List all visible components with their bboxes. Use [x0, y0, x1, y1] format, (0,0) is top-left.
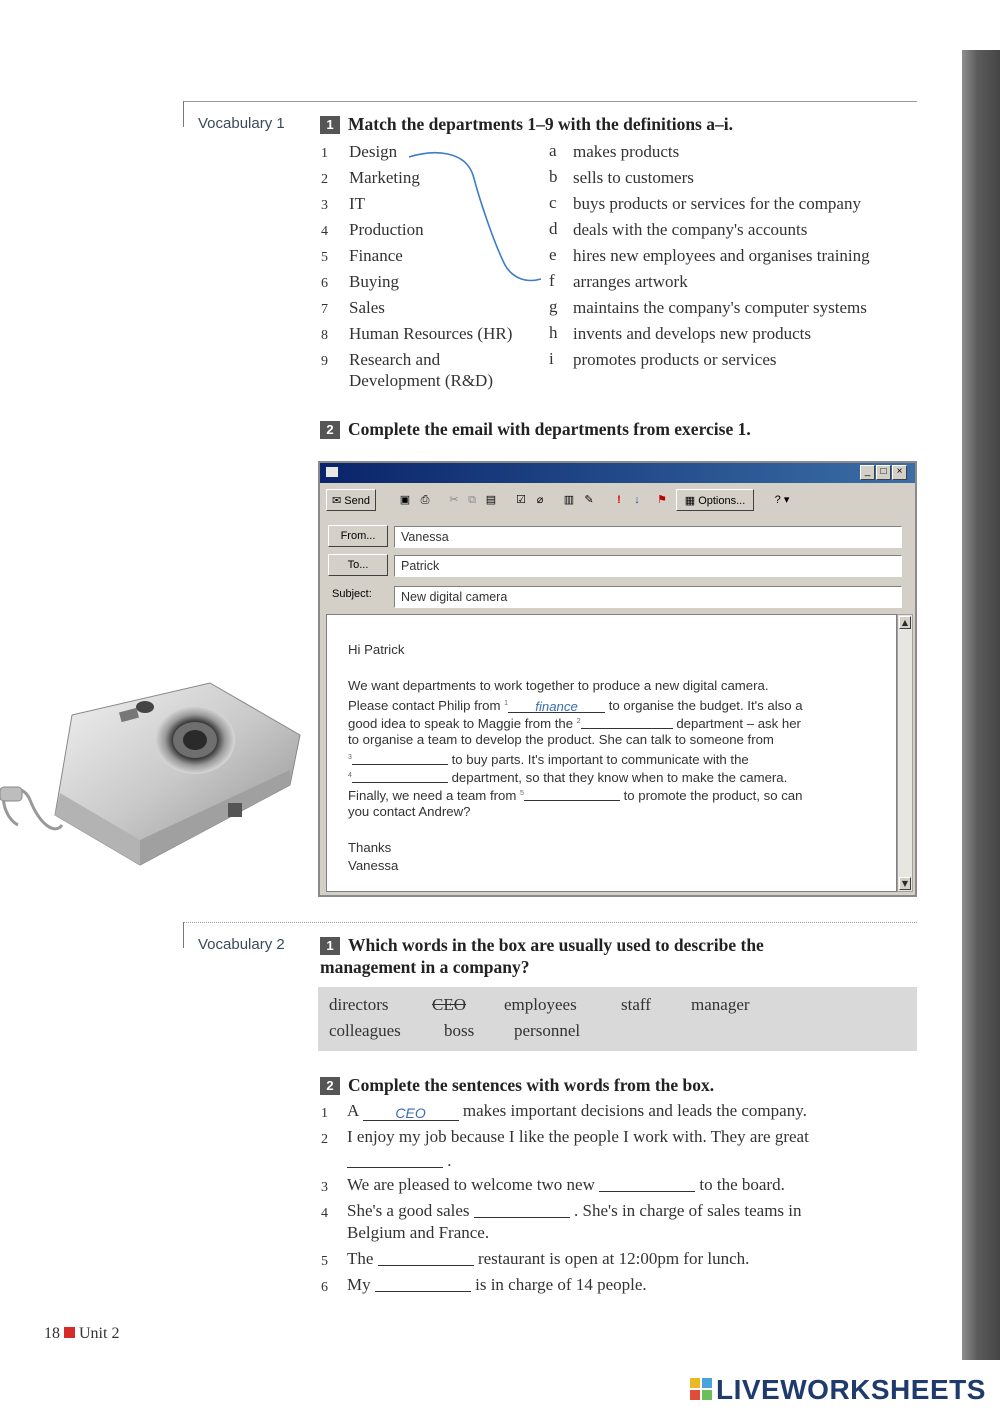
def-letter: g: [549, 297, 558, 316]
email-text: good idea to speak to Maggie from the: [348, 716, 574, 731]
flag-icon[interactable]: ⚑: [657, 494, 667, 506]
word-ceo[interactable]: CEO: [432, 995, 466, 1014]
close-button[interactable]: ×: [892, 465, 907, 480]
exercise-number: 1: [320, 937, 340, 955]
exercise-title: Complete the email with departments from exercise 1.: [348, 419, 751, 439]
word-boss[interactable]: boss: [444, 1021, 475, 1040]
def-letter: f: [549, 271, 555, 290]
email-scrollbar[interactable]: [897, 614, 913, 892]
page-edge-shadow: [962, 50, 1000, 1360]
save-icon[interactable]: ▣: [399, 494, 411, 506]
email-text: to promote the product, so can: [623, 788, 803, 803]
dept-number: 3: [321, 198, 328, 213]
dept-buying[interactable]: Buying: [349, 272, 400, 291]
sentence-2-cont: [347, 1150, 452, 1172]
sentence-number: 6: [321, 1280, 328, 1295]
options-icon: ▦: [684, 495, 696, 507]
blank-4-input[interactable]: [352, 770, 448, 783]
def-h[interactable]: invents and develops new products: [573, 324, 811, 343]
blank-5-input[interactable]: [524, 788, 620, 801]
vocabulary-1-label: Vocabulary 1: [198, 115, 285, 132]
cut-icon[interactable]: ✂: [449, 494, 459, 506]
sentence-number: 2: [321, 1132, 328, 1147]
section-tick: [183, 101, 184, 127]
sentence-1-answer[interactable]: CEO: [363, 1105, 459, 1121]
send-button[interactable]: [326, 489, 376, 511]
signature-icon[interactable]: ✎: [584, 494, 594, 506]
sentence-text: The: [347, 1249, 374, 1268]
def-letter: c: [549, 193, 557, 212]
send-label: Send: [344, 495, 370, 507]
unit-label: Unit 2: [79, 1325, 120, 1342]
def-letter: i: [549, 349, 554, 368]
sentence-5-input[interactable]: [378, 1250, 474, 1266]
exercise-title-cont: management in a company?: [320, 957, 530, 977]
def-i[interactable]: promotes products or services: [573, 350, 777, 369]
high-importance-icon[interactable]: !: [617, 494, 621, 506]
email-window: [318, 461, 917, 897]
exercise-number: 2: [320, 421, 340, 439]
sentence-number: 4: [321, 1206, 328, 1221]
email-text: to buy parts. It's important to communicate with the: [451, 752, 749, 767]
to-field[interactable]: Patrick: [394, 555, 902, 577]
email-line: We want departments to work together to produce a new digital camera.: [348, 678, 769, 693]
blank-1-answer[interactable]: finance: [508, 700, 605, 713]
sentence-1: [347, 1100, 807, 1122]
sentence-text: She's a good sales: [347, 1201, 470, 1220]
sentence-text: .: [447, 1151, 452, 1170]
sentence-6-input[interactable]: [375, 1276, 471, 1292]
sentence-text: restaurant is open at 12:00pm for lunch.: [477, 1249, 750, 1268]
blank-2-input[interactable]: [581, 716, 673, 729]
def-a[interactable]: makes products: [573, 142, 680, 161]
email-text: to organise the budget. It's also a: [608, 698, 803, 713]
check-names-icon[interactable]: ☑: [516, 494, 526, 506]
email-text: Please contact Philip from: [348, 698, 501, 713]
sentence-text: My: [347, 1275, 371, 1294]
exercise-number: 1: [320, 116, 340, 134]
word-staff[interactable]: staff: [621, 995, 651, 1014]
dept-marketing[interactable]: Marketing: [349, 168, 420, 187]
sentence-text: makes important decisions and leads the company.: [462, 1101, 807, 1120]
word-manager[interactable]: manager: [691, 995, 750, 1014]
section-tick: [183, 922, 184, 948]
exercise-2-heading: [320, 418, 751, 440]
dept-design[interactable]: Design: [349, 142, 398, 161]
def-c[interactable]: buys products or services for the company: [573, 194, 861, 213]
blank-number: 2: [576, 718, 581, 725]
sentence-3-input[interactable]: [599, 1176, 695, 1192]
word-directors[interactable]: directors: [329, 995, 389, 1014]
maximize-button[interactable]: □: [876, 465, 891, 480]
dept-number: 2: [321, 172, 328, 187]
def-letter: b: [549, 167, 558, 186]
email-text: Finally, we need a team from: [348, 788, 517, 803]
options-label: Options...: [698, 495, 746, 507]
send-icon: ✉: [332, 495, 342, 507]
exercise-2-heading: [320, 1074, 714, 1096]
sentence-number: 1: [321, 1106, 328, 1121]
scroll-up-icon[interactable]: ▲: [899, 616, 911, 629]
red-square-icon: [64, 1327, 75, 1338]
email-text: department – ask her: [676, 716, 801, 731]
sentence-4-cont: Belgium and France.: [347, 1223, 490, 1242]
blank-number: 1: [504, 700, 509, 707]
dept-number: 9: [321, 354, 328, 369]
attach-icon[interactable]: ⌀: [536, 494, 544, 506]
email-line: to organise a team to develop the product. She can talk to someone from: [348, 732, 774, 747]
help-icon: ?: [774, 494, 781, 506]
email-signature: Vanessa: [348, 858, 399, 873]
help-button[interactable]: [766, 489, 798, 511]
subject-label: Subject:: [332, 584, 392, 606]
copy-icon[interactable]: ⧉: [468, 494, 476, 506]
address-book-icon[interactable]: ▥: [563, 494, 575, 506]
word-box: [318, 987, 917, 1051]
blank-number: 4: [348, 772, 352, 779]
def-letter: h: [549, 323, 558, 342]
page-number: 18: [44, 1325, 60, 1342]
minimize-button[interactable]: _: [860, 465, 875, 480]
sentence-2-input[interactable]: [347, 1152, 443, 1168]
dept-number: 4: [321, 224, 328, 239]
vocabulary-2-label: Vocabulary 2: [198, 936, 285, 953]
def-letter: e: [549, 245, 557, 264]
chevron-down-icon: ▾: [783, 494, 790, 506]
blank-3-input[interactable]: [352, 752, 448, 765]
low-importance-icon[interactable]: ↓: [634, 494, 640, 506]
exercise-title: Complete the sentences with words from the box.: [348, 1075, 715, 1095]
dept-number: 7: [321, 302, 328, 317]
sentence-text: We are pleased to welcome two new: [347, 1175, 595, 1194]
exercise-title: Which words in the box are usually used to describe the: [348, 935, 764, 955]
sentence-2: I enjoy my job because I like the people I work with. They are great: [347, 1127, 809, 1146]
print-icon[interactable]: ⎙: [420, 494, 430, 506]
dept-number: 8: [321, 328, 328, 343]
envelope-icon: [326, 467, 338, 477]
word-employees[interactable]: employees: [504, 995, 577, 1014]
exercise-1-heading: [320, 934, 764, 956]
def-e[interactable]: hires new employees and organises training: [573, 246, 870, 265]
section-rule-vocab1: [183, 101, 917, 102]
match-line-design-f[interactable]: [405, 145, 545, 285]
digital-camera-photo: [0, 675, 305, 875]
liveworksheets-brand[interactable]: LIVEWORKSHEETS: [716, 1374, 986, 1405]
word-personnel[interactable]: personnel: [514, 1021, 581, 1040]
blank-number: 5: [520, 790, 524, 797]
email-line: you contact Andrew?: [348, 804, 471, 819]
section-rule-vocab2: [183, 922, 917, 923]
def-g[interactable]: maintains the company's computer systems: [573, 298, 867, 317]
dept-research[interactable]: Research and: [349, 350, 441, 369]
sentence-number: 3: [321, 1180, 328, 1195]
dept-number: 5: [321, 250, 328, 265]
email-toolbar: [324, 487, 909, 513]
sentence-5: [347, 1248, 749, 1270]
sentence-text: . She's in charge of sales teams in: [574, 1201, 802, 1220]
sentence-text: A: [347, 1101, 359, 1120]
sentence-text: is in charge of 14 people.: [475, 1275, 647, 1294]
def-f[interactable]: arranges artwork: [573, 272, 688, 291]
email-text: department, so that they know when to make the camera.: [451, 770, 788, 785]
def-letter: a: [549, 141, 557, 160]
dept-finance[interactable]: Finance: [349, 246, 403, 265]
word-colleagues[interactable]: colleagues: [329, 1021, 401, 1040]
sentence-3: [347, 1174, 785, 1196]
from-button[interactable]: From...: [328, 525, 388, 547]
dept-production[interactable]: Production: [349, 220, 424, 239]
sentence-4-input[interactable]: [474, 1202, 570, 1218]
paste-icon[interactable]: ▤: [485, 494, 497, 506]
email-greeting: Hi Patrick: [348, 642, 405, 657]
email-titlebar: [320, 463, 915, 483]
dept-human-resources[interactable]: Human Resources (HR): [349, 324, 513, 343]
to-button[interactable]: To...: [328, 554, 388, 576]
exercise-1-heading: [320, 113, 733, 135]
dept-it[interactable]: IT: [349, 194, 366, 213]
dept-number: 6: [321, 276, 328, 291]
sentence-6: [347, 1274, 647, 1296]
exercise-number: 2: [320, 1077, 340, 1095]
page-footer: [44, 1325, 119, 1343]
email-closing: Thanks: [348, 840, 392, 855]
sentence-text: to the board.: [699, 1175, 785, 1194]
subject-field[interactable]: New digital camera: [394, 586, 902, 608]
sentence-4: [347, 1200, 802, 1222]
from-field[interactable]: Vanessa: [394, 526, 902, 548]
blank-number: 3: [348, 754, 352, 761]
dept-research-cont[interactable]: Development (R&D): [349, 371, 493, 390]
exercise-title: Match the departments 1–9 with the definitions a–i.: [348, 114, 733, 134]
def-letter: d: [549, 219, 558, 238]
email-body[interactable]: [326, 614, 897, 892]
def-d[interactable]: deals with the company's accounts: [573, 220, 808, 239]
sentence-number: 5: [321, 1254, 328, 1269]
options-button[interactable]: [676, 489, 754, 511]
dept-sales[interactable]: Sales: [349, 298, 385, 317]
def-b[interactable]: sells to customers: [573, 168, 694, 187]
dept-number: 1: [321, 146, 328, 161]
scroll-down-icon[interactable]: ▼: [899, 877, 911, 890]
liveworksheets-logo-icon: [690, 1378, 712, 1400]
